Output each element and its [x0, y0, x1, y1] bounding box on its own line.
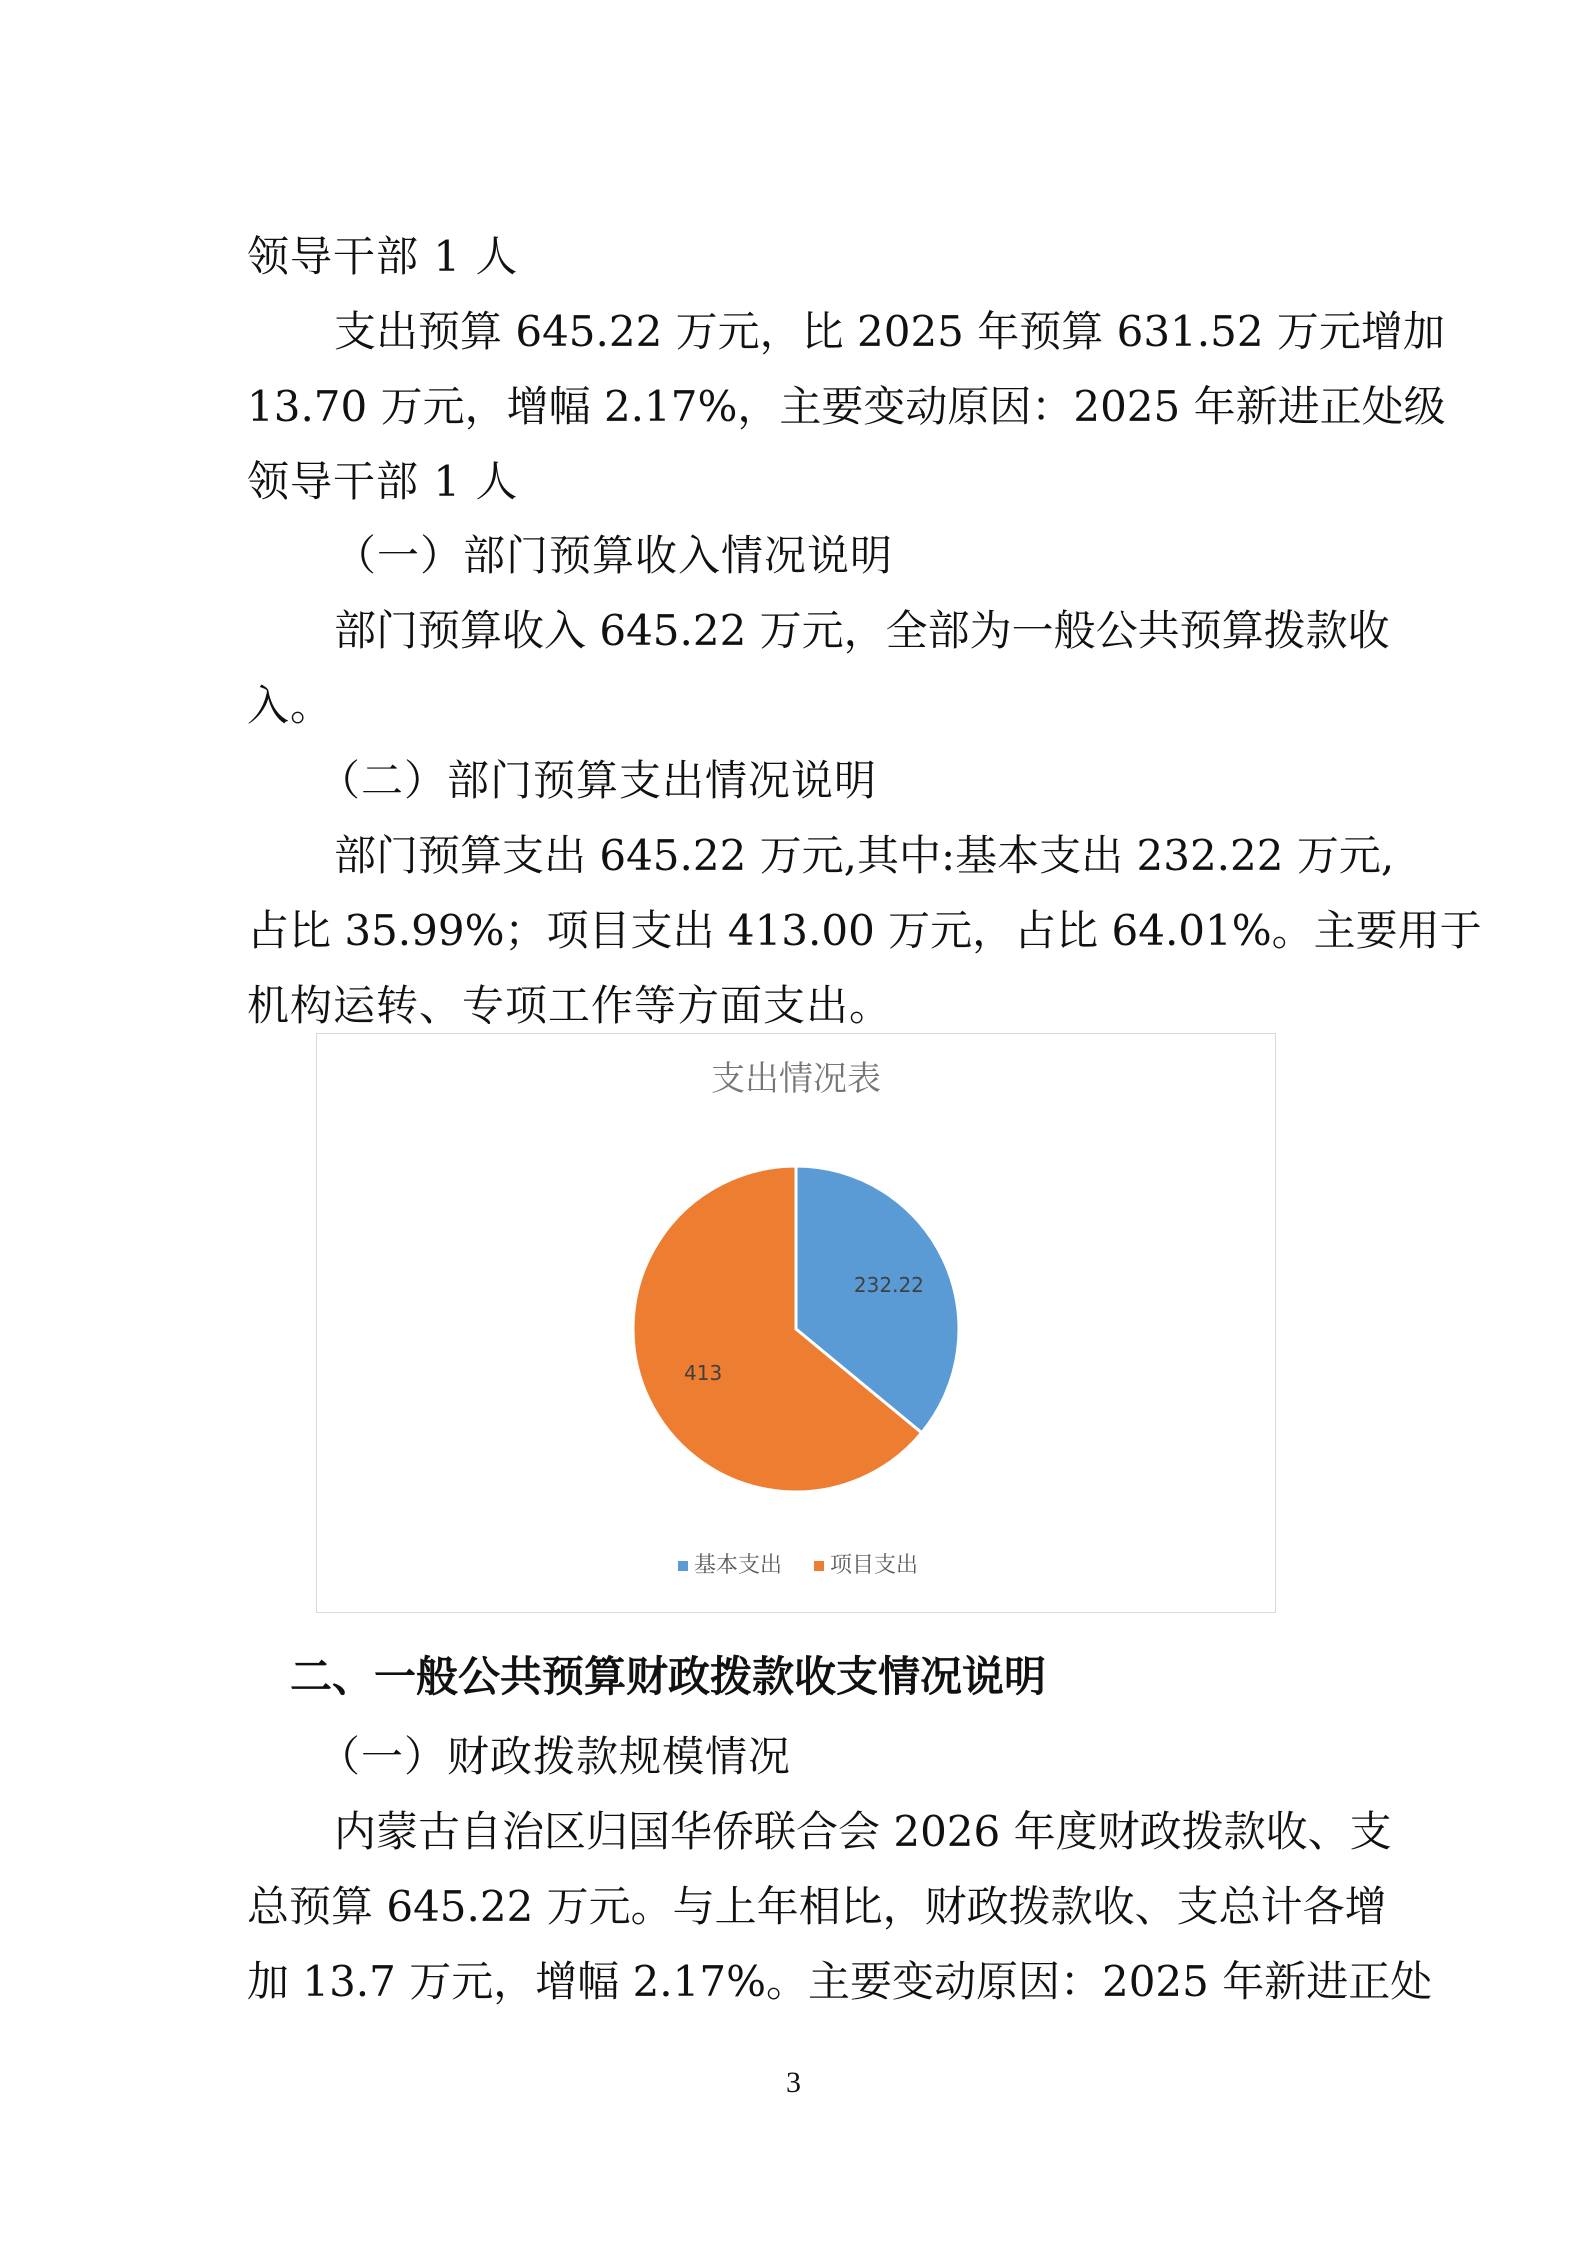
- subheading-appropriation-scale: （一）财政拨款规模情况: [318, 1732, 792, 1781]
- body-line-16: 加 13.7 万元，增幅 2.17%。主要变动原因：2025 年新进正处: [247, 1957, 1433, 2006]
- legend-label-2: 项目支出: [830, 1553, 919, 1578]
- body-line-3: 13.70 万元，增幅 2.17%，主要变动原因：2025 年新进正处级: [247, 382, 1446, 431]
- body-line-6: 部门预算收入 645.22 万元，全部为一般公共预算拨款收: [334, 606, 1390, 655]
- body-line-11: 机构运转、专项工作等方面支出。: [247, 981, 893, 1030]
- page-number: 3: [786, 2066, 801, 2099]
- pie-chart-svg: [317, 1034, 1275, 1612]
- data-label-2: 413: [684, 1360, 723, 1385]
- legend-swatch-2: [814, 1561, 824, 1571]
- body-line-14: 内蒙古自治区归国华侨联合会 2026 年度财政拨款收、支: [334, 1807, 1392, 1856]
- body-line-4: 领导干部 1 人: [247, 457, 519, 506]
- chart-title: 支出情况表: [711, 1059, 881, 1099]
- body-line-15: 总预算 645.22 万元。与上年相比，财政拨款收、支总计各增: [247, 1882, 1387, 1931]
- body-line-10: 占比 35.99%；项目支出 413.00 万元，占比 64.01%。主要用于: [247, 906, 1482, 955]
- body-line-7: 入。: [247, 681, 334, 730]
- expenditure-chart: [316, 1033, 1276, 1613]
- data-label-1: 232.22: [853, 1273, 924, 1298]
- subheading-income: （一）部门预算收入情况说明: [334, 531, 894, 580]
- body-line-2: 支出预算 645.22 万元，比 2025 年预算 631.52 万元增加: [334, 307, 1445, 356]
- subheading-expenditure: （二）部门预算支出情况说明: [318, 756, 878, 805]
- legend-label-1: 基本支出: [694, 1553, 783, 1578]
- body-line-9: 部门预算支出 645.22 万元,其中:基本支出 232.22 万元,: [334, 831, 1395, 880]
- body-line-1: 领导干部 1 人: [247, 232, 519, 281]
- legend-swatch-1: [678, 1561, 688, 1571]
- section-heading: 二、一般公共预算财政拨款收支情况说明: [290, 1652, 1047, 1701]
